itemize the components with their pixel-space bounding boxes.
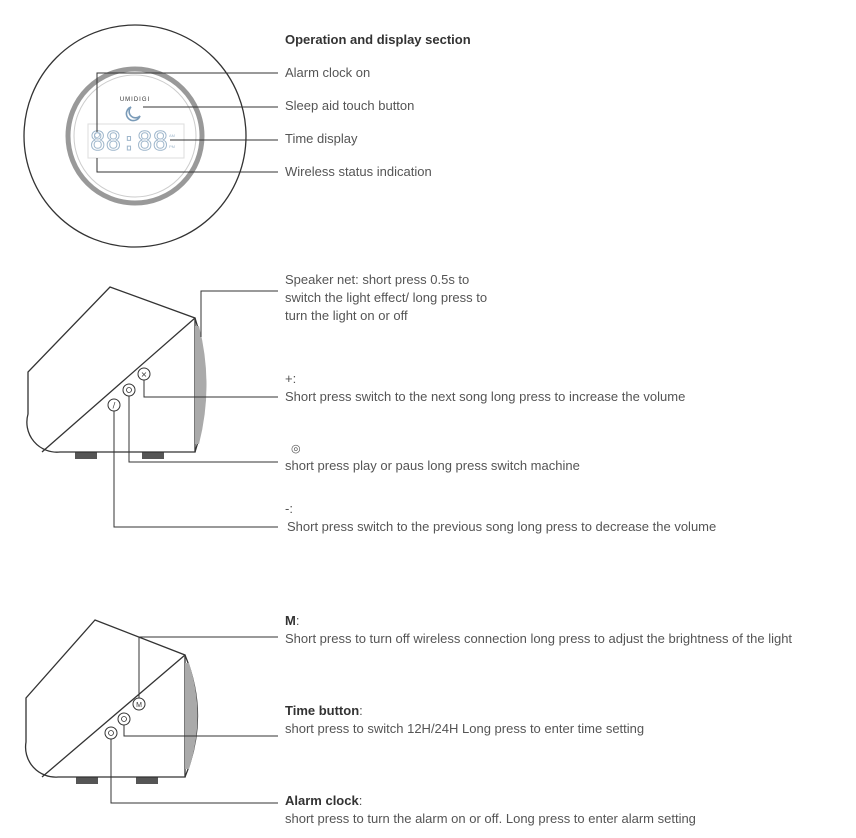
time-digits: 88:88	[89, 127, 169, 157]
time-desc: short press to switch 12H/24H Long press to enter time setting	[285, 721, 645, 736]
pm-indicator: PM	[169, 144, 175, 149]
svg-text:/: /	[112, 401, 116, 410]
am-indicator: AM	[169, 133, 175, 138]
m-desc: Short press to turn off wireless connection long press to adjust the brightness of the light	[285, 631, 793, 646]
time-colon: :	[359, 703, 363, 718]
m-title: M	[285, 613, 296, 628]
alarm-title: Alarm clock	[285, 793, 359, 808]
minus-desc: Short press switch to the previous song long press to decrease the volume	[287, 519, 717, 534]
plus-desc: Short press switch to the next song long press to increase the volume	[285, 389, 686, 404]
alarm-desc: short press to turn the alarm on or off. Long press to enter alarm setting	[285, 811, 696, 826]
clock-side-view-1	[27, 287, 207, 459]
plus-title: +:	[285, 371, 297, 386]
label-time-display: Time display	[285, 131, 358, 146]
label-alarm-on: Alarm clock on	[285, 65, 371, 80]
clock-side-view-2	[26, 620, 198, 784]
speaker-line-2: switch the light effect/ long press to	[285, 290, 488, 305]
play-desc: short press play or paus long press switch machine	[285, 458, 580, 473]
alarm-button[interactable]	[105, 727, 117, 739]
section-title: Operation and display section	[285, 32, 471, 47]
brand-logo: UMIDIGI	[119, 97, 151, 103]
svg-text:×: ×	[140, 370, 148, 379]
alarm-label	[285, 792, 362, 810]
m-colon: :	[295, 613, 300, 628]
clock-front-view	[24, 25, 246, 247]
play-symbol-icon: ◎	[291, 443, 301, 455]
alarm-colon: :	[358, 793, 363, 808]
time-label	[285, 702, 363, 720]
minus-title: -:	[285, 501, 293, 516]
label-sleep-aid: Sleep aid touch button	[285, 98, 415, 113]
m-label	[285, 612, 299, 630]
time-title: Time button	[285, 703, 360, 718]
speaker-line-1: Speaker net: short press 0.5s to	[285, 272, 470, 287]
play-power-button[interactable]	[123, 384, 135, 396]
svg-text:M: M	[136, 702, 142, 709]
time-button[interactable]	[118, 713, 130, 725]
speaker-line-3: turn the light on or off	[285, 308, 408, 323]
label-wireless: Wireless status indication	[285, 164, 432, 179]
